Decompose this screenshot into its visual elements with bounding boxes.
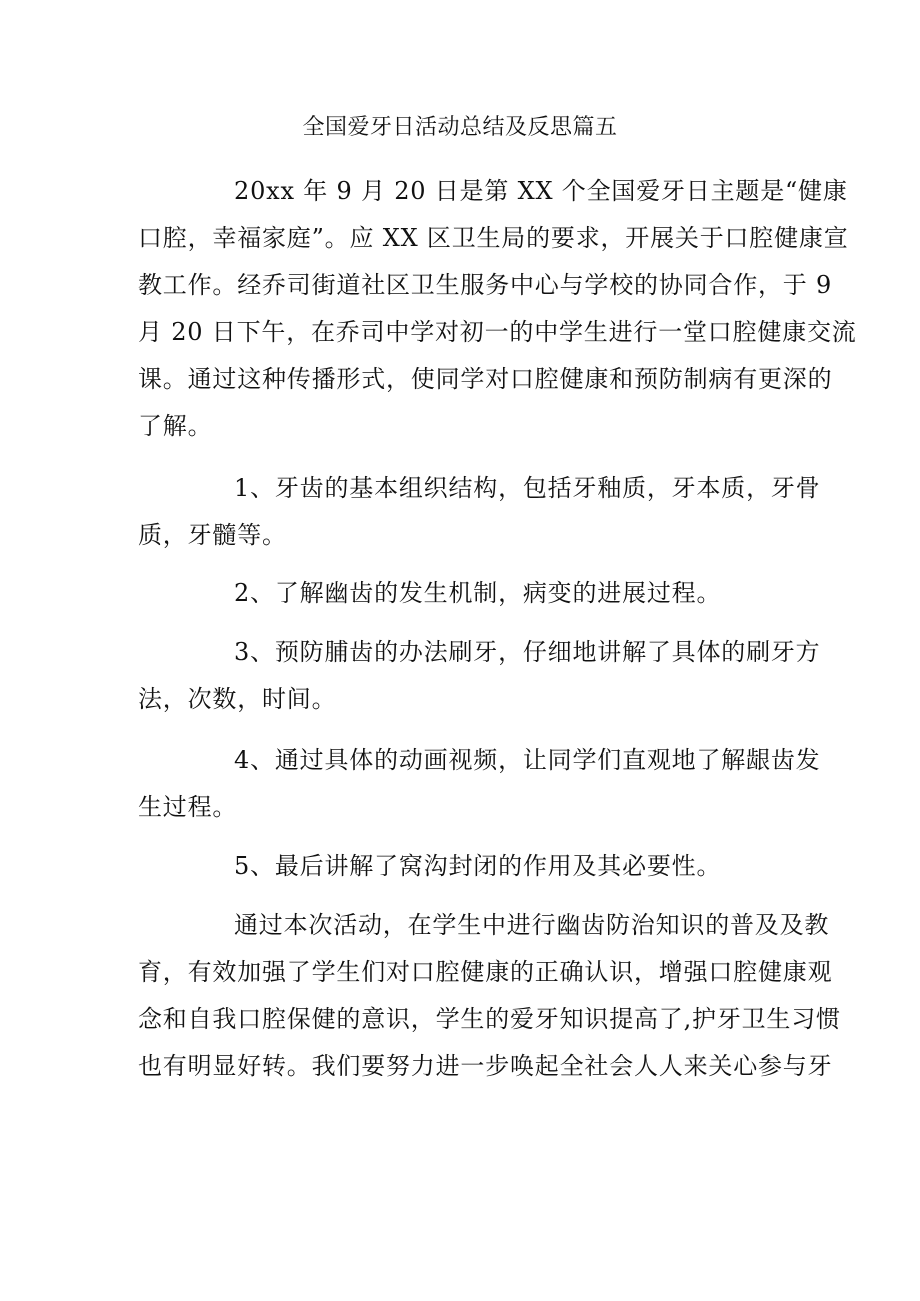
text-line: 5、最后讲解了窝沟封闭的作用及其必要性。 xyxy=(234,852,722,880)
text-line: 课。通过这种传播形式，使同学对口腔健康和预防制病有更深的 xyxy=(138,365,833,393)
text-line: 质，牙髓等。 xyxy=(138,521,287,549)
text-line: 教工作。经乔司街道社区卫生服务中心与学校的协同合作，于 9 xyxy=(138,271,833,299)
list-item-1 xyxy=(138,465,821,559)
text-line: 月 20 日下午，在乔司中学对初一的中学生进行一堂口腔健康交流 xyxy=(138,318,857,346)
text-line: 也有明显好转。我们要努力进一步唤起全社会人人来关心参与牙 xyxy=(138,1052,833,1080)
intro-paragraph xyxy=(138,168,857,450)
text-line: 1、牙齿的基本组织结构，包括牙釉质，牙本质，牙骨 xyxy=(234,474,821,502)
text-line: 3、预防脯齿的办法刷牙，仔细地讲解了具体的刷牙方 xyxy=(234,638,821,666)
list-item-4 xyxy=(138,737,821,831)
list-item-5 xyxy=(138,843,798,890)
text-line: 育，有效加强了学生们对口腔健康的正确认识，增强口腔健康观 xyxy=(138,958,833,986)
text-line: 20xx 年 9 月 20 日是第 XX 个全国爱牙日主题是“健康 xyxy=(234,177,848,205)
document-title: 全国爱牙日活动总结及反思篇五 xyxy=(302,115,618,140)
text-line: 生过程。 xyxy=(138,793,238,821)
text-line: 了解。 xyxy=(138,412,213,440)
text-line: 口腔，幸福家庭”。应 XX 区卫生局的要求，开展关于口腔健康宣 xyxy=(138,224,849,252)
text-line: 法，次数，时间。 xyxy=(138,685,337,713)
text-line: 通过本次活动，在学生中进行幽齿防治知识的普及及教 xyxy=(234,911,830,939)
list-item-2 xyxy=(138,570,798,617)
list-item-3 xyxy=(138,629,821,723)
text-line: 2、了解幽齿的发生机制，病变的进展过程。 xyxy=(234,579,722,607)
text-line: 4、通过具体的动画视频，让同学们直观地了解龈齿发 xyxy=(234,746,821,774)
text-line: 念和自我口腔保健的意识，学生的爱牙知识提高了,护牙卫生习惯 xyxy=(138,1005,841,1033)
conclusion-paragraph xyxy=(138,902,841,1090)
